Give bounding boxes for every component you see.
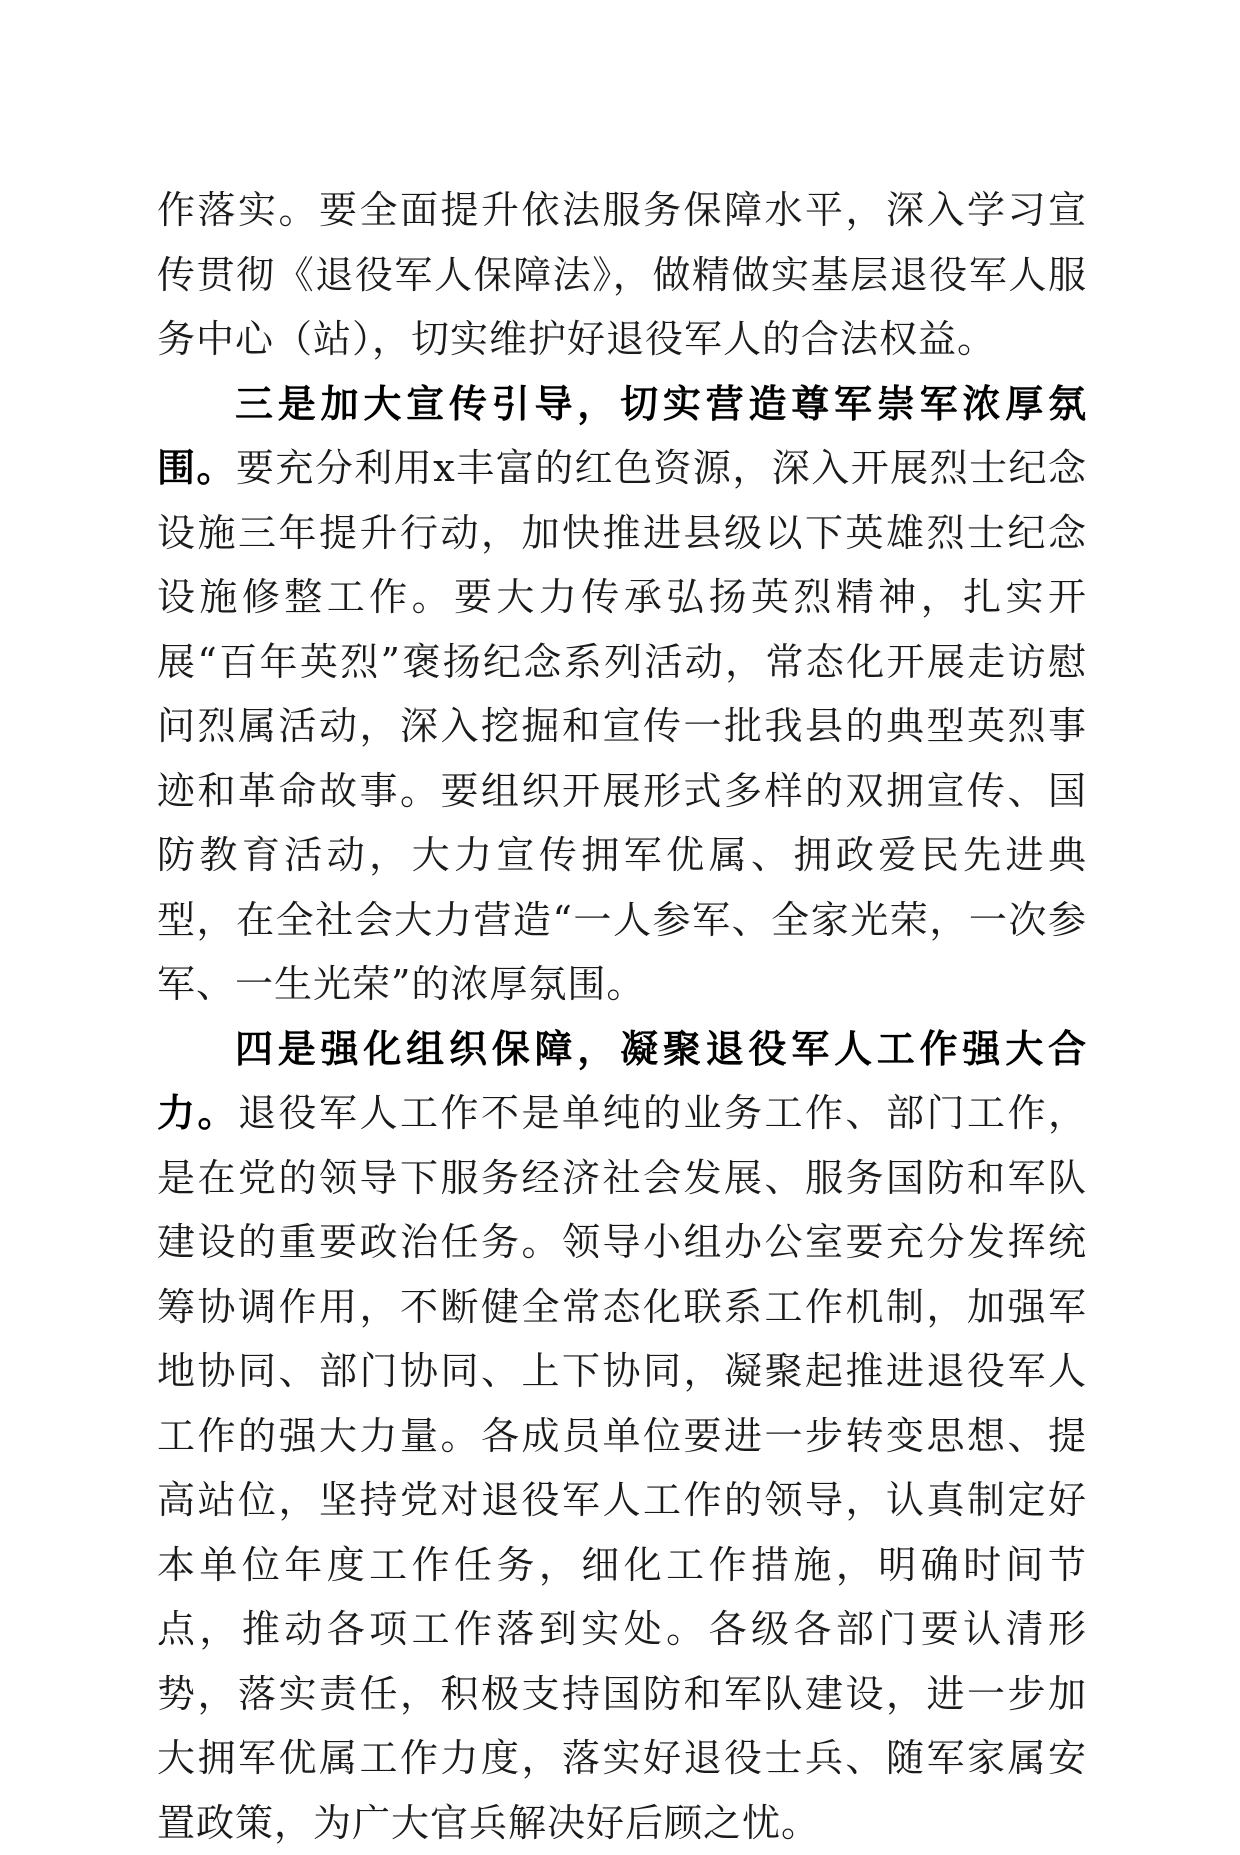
document-body [157, 178, 1087, 1855]
paragraph-section-three [157, 372, 1087, 1017]
section-three-heading: 三是加大宣传引导，切实营造尊军崇军浓厚氛围。 [157, 382, 1087, 491]
section-four-body-text: 退役军人工作不是单纯的业务工作、部门工作，是在党的领导下服务经济社会发展、服务国防和军队建设的重要政治任务。领导小组办公室要充分发挥统筹协调作用，不断健全常态化联系工作机制，加强军地协同、部门协同、上下协同，凝聚起推进退役军人工作的强大力量。各成员单位要进一步转变思想、提高站位，坚持党对退役军人工作的领导，认真制定好本单位年度工作任务，细化工作措施，明确时间节点，推动各项工作落到实处。各级各部门要认清形势，落实责任，积极支持国防和军队建设，进一步加大拥军优属工作力度，落实好退役士兵、随军家属安置政策，为广大官兵解决好后顾之忧。 [157, 1091, 1087, 1845]
paragraph-section-four [157, 1017, 1087, 1855]
paragraph-body-text: 作落实。要全面提升依法服务保障水平，深入学习宣传贯彻《退役军人保障法》，做精做实基层退役军人服务中心（站），切实维护好退役军人的合法权益。 [157, 188, 1087, 361]
paragraph-continuation [157, 178, 1087, 372]
section-three-body-text: 要充分利用x丰富的红色资源，深入开展烈士纪念设施三年提升行动，加快推进县级以下英雄烈士纪念设施修整工作。要大力传承弘扬英烈精神，扎实开展“百年英烈”褒扬纪念系列活动，常态化开展走访慰问烈属活动，深入挖掘和宣传一批我县的典型英烈事迹和革命故事。要组织开展形式多样的双拥宣传、国防教育活动，大力宣传拥军优属、拥政爱民先进典型，在全社会大力营造“一人参军、全家光荣，一次参军、一生光荣”的浓厚氛围。 [157, 446, 1087, 1006]
section-four-heading: 四是强化组织保障，凝聚退役军人工作强大合力。 [157, 1027, 1087, 1136]
